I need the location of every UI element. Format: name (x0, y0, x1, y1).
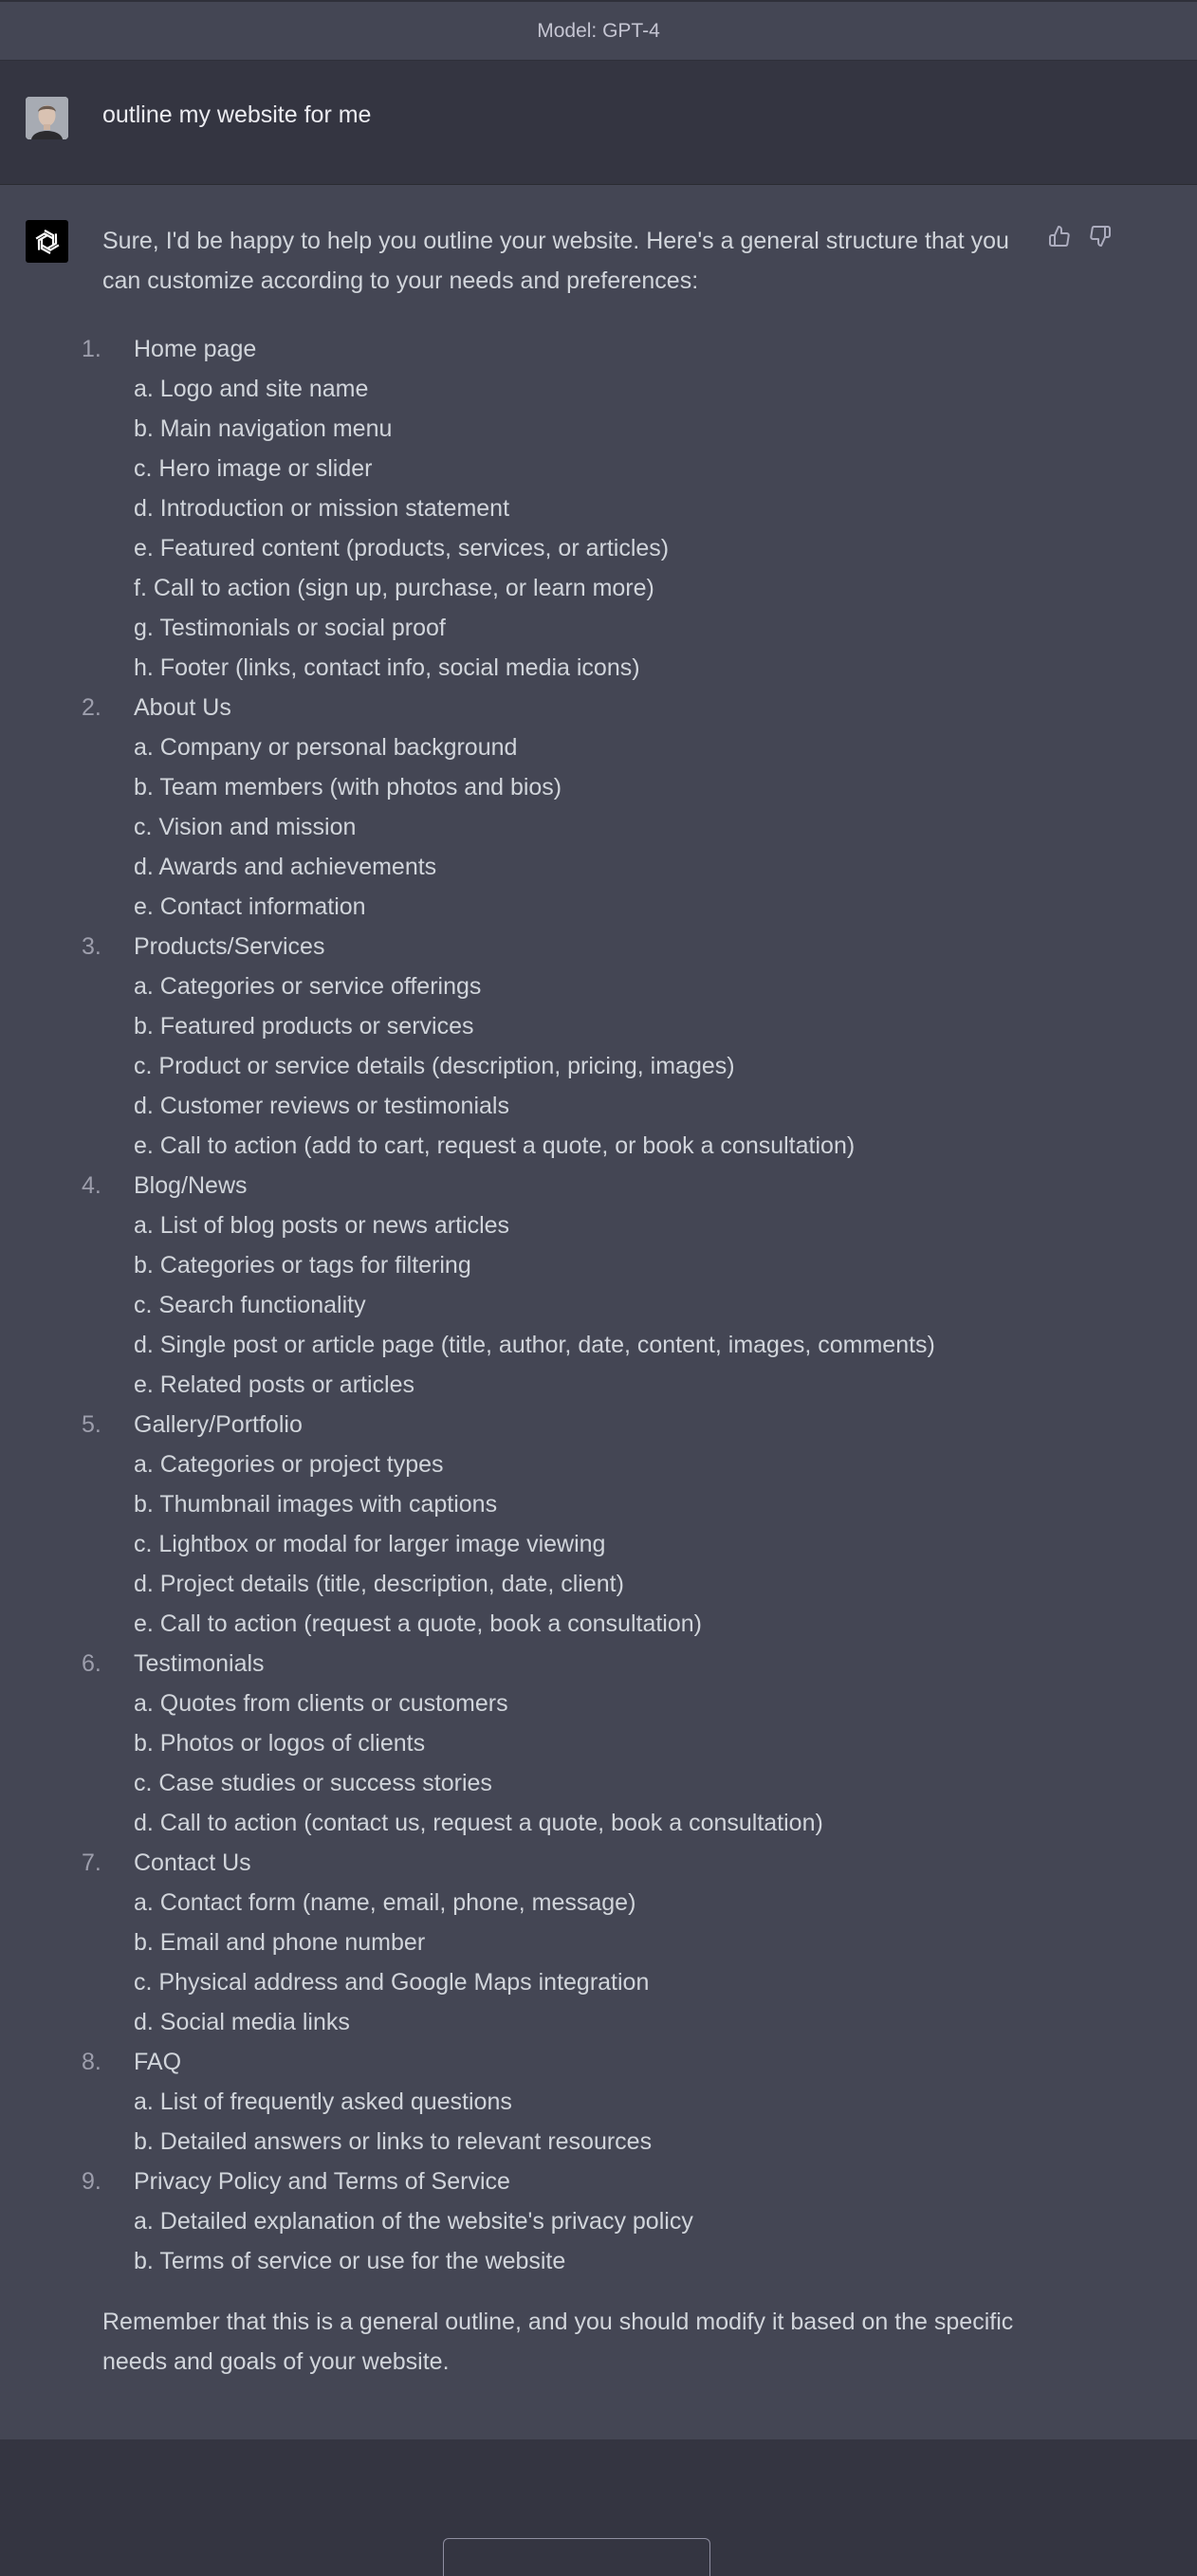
section-subitem: a. Logo and site name (134, 376, 369, 402)
section-subitem: c. Hero image or slider (134, 455, 373, 482)
section-title: Gallery/Portfolio (134, 1411, 303, 1438)
section-subitem: c. Physical address and Google Maps integration (134, 1969, 650, 1996)
section-subitem: a. List of blog posts or news articles (134, 1212, 510, 1239)
section-subitem: f. Call to action (sign up, purchase, or learn more) (134, 575, 654, 601)
section-subitem: c. Lightbox or modal for larger image viewing (134, 1531, 606, 1557)
section-subitem: a. Company or personal background (134, 734, 518, 761)
thumbs-down-icon[interactable] (1087, 223, 1114, 249)
section-subitem: d. Introduction or mission statement (134, 495, 510, 522)
user-avatar (26, 97, 68, 139)
assistant-outro: Remember that this is a general outline, and you should modify it based on the specific needs and goals of your website. (102, 2309, 1014, 2375)
assistant-message-row (0, 185, 1197, 2439)
user-message-row (0, 61, 1197, 185)
section-subitem: b. Photos or logos of clients (134, 1730, 426, 1757)
outline-section (82, 1644, 1125, 1843)
user-message-text: outline my website for me (102, 101, 372, 128)
section-title: Testimonials (134, 1650, 265, 1677)
section-subitem: a. Categories or service offerings (134, 973, 482, 1000)
section-subitem: e. Call to action (request a quote, book a consultation) (134, 1610, 702, 1637)
section-subitem: h. Footer (links, contact info, social media icons) (134, 654, 640, 681)
openai-logo-icon (26, 220, 68, 263)
section-number: 9. (82, 2168, 101, 2195)
section-subitem: d. Call to action (contact us, request a quote, book a consultation) (134, 1810, 823, 1836)
section-subitem: b. Thumbnail images with captions (134, 1491, 498, 1518)
section-subitem: e. Call to action (add to cart, request a quote, or book a consultation) (134, 1132, 856, 1159)
section-subitem: d. Single post or article page (title, author, date, content, images, comments) (134, 1332, 935, 1358)
section-title: Blog/News (134, 1172, 248, 1199)
section-subitem: b. Team members (with photos and bios) (134, 774, 562, 800)
section-subitem: b. Email and phone number (134, 1929, 426, 1956)
outline-section (82, 1843, 1125, 2042)
section-number: 2. (82, 694, 101, 721)
section-subitem: b. Featured products or services (134, 1013, 474, 1040)
outline-section (82, 2042, 1125, 2162)
section-number: 6. (82, 1650, 101, 1677)
section-title: Home page (134, 336, 257, 362)
assistant-intro: Sure, I'd be happy to help you outline your website. Here's a general structure that you can customize according to your needs and preferences: (102, 228, 1009, 294)
section-subitem: a. Categories or project types (134, 1451, 444, 1478)
section-subitem: g. Testimonials or social proof (134, 615, 446, 641)
outline-section (82, 1166, 1125, 1405)
section-subitem: a. Detailed explanation of the website's privacy policy (134, 2208, 693, 2235)
section-number: 8. (82, 2049, 101, 2075)
section-number: 1. (82, 336, 101, 362)
bottom-area (0, 2439, 1197, 2551)
outline-section (82, 927, 1125, 1166)
section-subitem: b. Categories or tags for filtering (134, 1252, 471, 1279)
section-subitem: e. Related posts or articles (134, 1371, 414, 1398)
section-subitem: d. Social media links (134, 2009, 350, 2035)
outline-section (82, 1405, 1125, 1644)
section-subitem: a. Quotes from clients or customers (134, 1690, 508, 1717)
section-title: Contact Us (134, 1849, 251, 1876)
section-title: About Us (134, 694, 231, 721)
section-number: 5. (82, 1411, 101, 1438)
section-subitem: b. Main navigation menu (134, 415, 393, 442)
regenerate-response-button[interactable] (443, 2538, 710, 2576)
section-subitem: a. List of frequently asked questions (134, 2088, 512, 2115)
outline-section (82, 2162, 1125, 2281)
section-subitem: d. Project details (title, description, date, client) (134, 1571, 624, 1597)
section-subitem: d. Awards and achievements (134, 854, 437, 880)
section-subitem: b. Detailed answers or links to relevant resources (134, 2128, 653, 2155)
section-title: Products/Services (134, 933, 325, 960)
section-subitem: b. Terms of service or use for the website (134, 2248, 566, 2274)
section-subitem: c. Vision and mission (134, 814, 357, 840)
model-header (0, 0, 1197, 61)
model-label: Model: GPT-4 (537, 19, 660, 42)
section-number: 7. (82, 1849, 101, 1876)
section-subitem: c. Case studies or success stories (134, 1770, 492, 1796)
outline-section (82, 688, 1125, 927)
section-subitem: d. Customer reviews or testimonials (134, 1093, 509, 1119)
section-title: FAQ (134, 2049, 182, 2075)
section-subitem: c. Search functionality (134, 1292, 366, 1318)
section-subitem: e. Contact information (134, 893, 366, 920)
thumbs-up-icon[interactable] (1046, 223, 1073, 249)
section-subitem: e. Featured content (products, services, or articles) (134, 535, 670, 561)
section-number: 3. (82, 933, 101, 960)
section-number: 4. (82, 1172, 101, 1199)
outline-section (82, 329, 1125, 688)
section-subitem: c. Product or service details (description, pricing, images) (134, 1053, 735, 1079)
section-title: Privacy Policy and Terms of Service (134, 2168, 510, 2195)
outline-list (82, 329, 1125, 2281)
section-subitem: a. Contact form (name, email, phone, message) (134, 1889, 636, 1916)
